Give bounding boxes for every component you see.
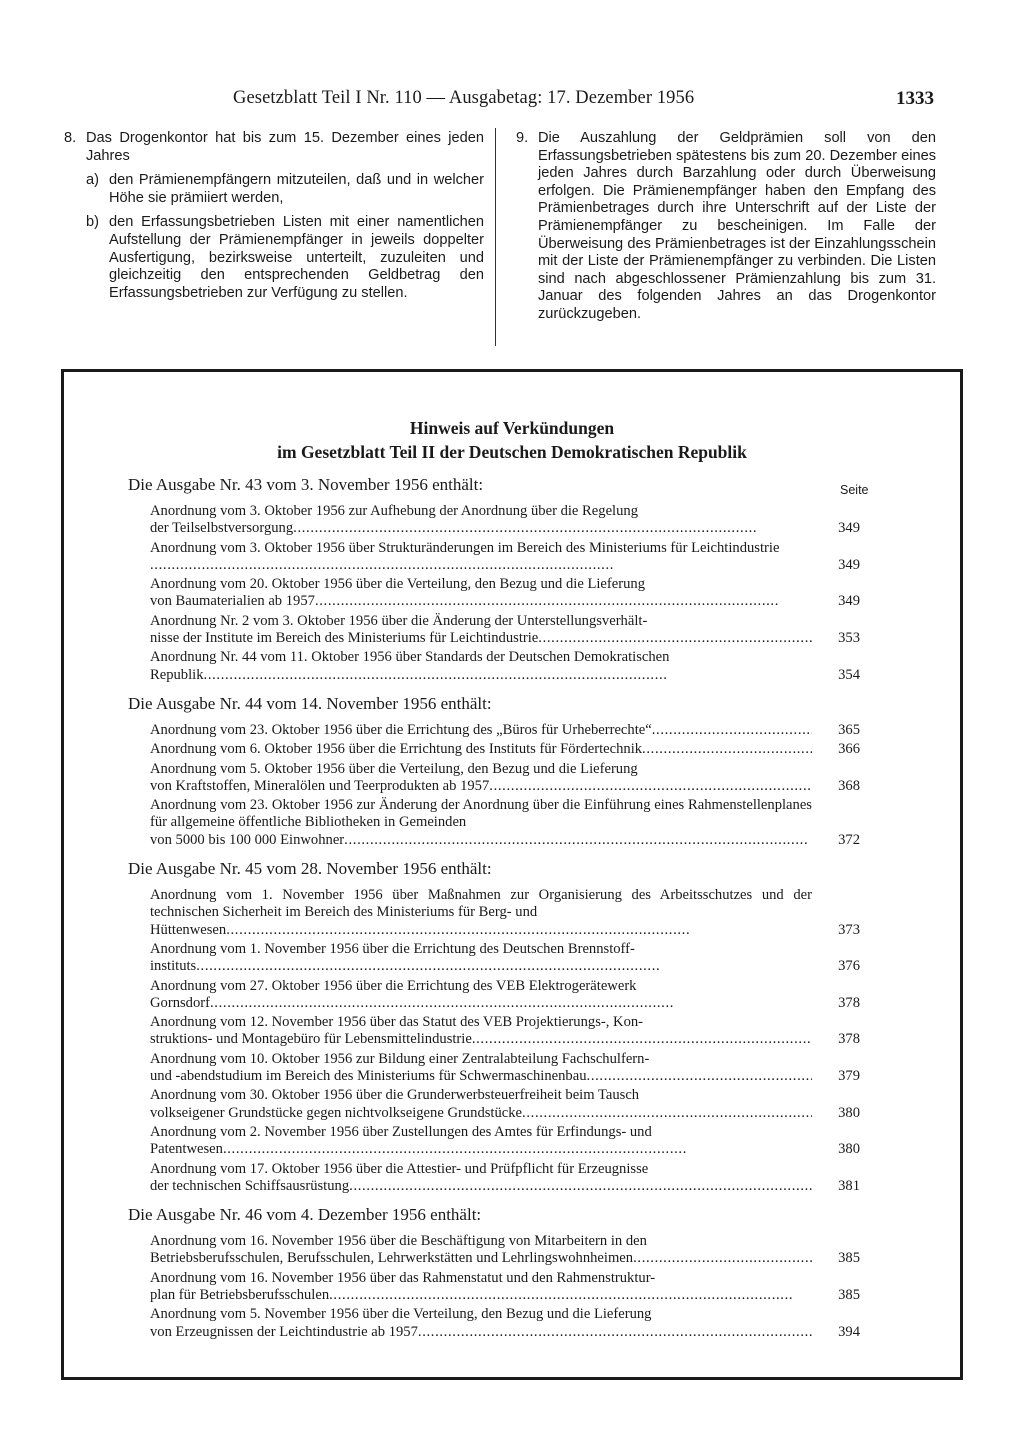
- issue-heading: Die Ausgabe Nr. 45 vom 28. November 1956 enthält:: [128, 859, 492, 879]
- toc-entry: [150, 503, 860, 538]
- item-text: Das Drogenkontor hat bis zum 15. Dezember eines jeden Jahres: [86, 130, 484, 164]
- dot-leader: [349, 1178, 812, 1195]
- box-subtitle: im Gesetzblatt Teil II der Deutschen Demokratischen Republik: [277, 442, 747, 462]
- toc-entry-leader-line: [150, 630, 812, 647]
- dot-leader: [633, 1250, 812, 1267]
- dot-leader: [642, 741, 812, 758]
- toc-entry-last-line: der Teilselbstversorgung: [150, 520, 294, 537]
- toc-entry-leader-line: [150, 667, 812, 684]
- dot-leader: [196, 958, 812, 975]
- toc-entry-text: Anordnung vom 27. Oktober 1956 über die Errichtung des VEB Elektrogerätewerk: [150, 977, 637, 994]
- toc-page-number: 353: [838, 630, 860, 647]
- dot-leader: [652, 722, 812, 739]
- toc-page-number: 376: [838, 958, 860, 975]
- toc-entry-leader-line: [150, 1105, 812, 1122]
- item-number: 8.: [64, 130, 77, 146]
- sub-item-a: [86, 172, 484, 207]
- dot-leader: [223, 1141, 812, 1158]
- toc-entry-last-line: Patentwesen: [150, 1141, 223, 1158]
- toc-entry-leader-line: [150, 958, 812, 975]
- toc-entry-last-line: von Kraftstoffen, Mineralölen und Teerprodukten ab 1957: [150, 777, 490, 794]
- toc-entry-leader-line: [150, 722, 812, 739]
- paragraph-9: [516, 130, 936, 324]
- toc-entry: [150, 741, 860, 758]
- toc-page-number: 365: [838, 721, 860, 738]
- toc-entry-leader-line: [150, 557, 812, 574]
- toc-entry: [150, 1269, 860, 1305]
- toc-entry-last-line: von 5000 bis 100 000 Einwohner: [150, 831, 345, 848]
- toc-entry-text: Anordnung Nr. 44 vom 11. Oktober 1956 über Standards der Deutschen Demokratischen: [150, 649, 670, 666]
- toc-entry: [150, 1233, 860, 1268]
- toc-entry-last-line: Anordnung vom 23. Oktober 1956 über die Errichtung des „Büros für Urheberrechte“: [150, 721, 652, 738]
- toc-entry: [150, 612, 860, 648]
- toc-entry-leader-line: [150, 1324, 812, 1341]
- toc-entry: [150, 940, 860, 976]
- toc-entry-last-line: Anordnung vom 6. Oktober 1956 über die Errichtung des Instituts für Fördertechnik: [150, 741, 643, 758]
- toc-page-number: 385: [838, 1250, 860, 1267]
- toc-page-number: 378: [838, 1031, 860, 1048]
- toc-entry: [150, 1306, 860, 1341]
- toc-entry-text: Anordnung vom 16. November 1956 über das Rahmenstatut und den Rahmenstruktur-: [150, 1269, 656, 1286]
- toc-page-number: 394: [838, 1323, 860, 1340]
- dot-leader: [315, 593, 812, 610]
- toc-entry-text: Anordnung vom 10. Oktober 1956 zur Bildung einer Zentralabteilung Fachschulfern-: [150, 1050, 650, 1067]
- item-text: Die Auszahlung der Geldprämien soll von den Erfassungsbetrieben spätestens bis zum 20. Dezember eines jeden Jahres durch Barzahlung oder durch Überweisung erfolgen. Die Prämienempfänger haben den Empfang des Prämienbetrages durch ihre Unterschrift auf der Liste der Prämienempfänger zu bescheinigen. Im Falle der Überweisung des Prämienbetrages ist der Einzahlungsschein mit der Liste der Prämienempfänger zu verbinden. Die Listen sind nach abgeschlossener Prämienzahlung bis zum 31. Januar des folgenden Jahres an das Drogenkontor zurückzugeben.: [538, 130, 936, 322]
- sub-item-label: b): [86, 214, 99, 231]
- toc-page-number: 372: [838, 831, 860, 848]
- dot-leader: [538, 630, 812, 647]
- toc-entry-leader-line: [150, 922, 812, 939]
- toc-entry-last-line: volkseigener Grundstücke gegen nichtvolkseigene Grundstücke: [150, 1104, 523, 1121]
- dot-leader: [226, 922, 812, 939]
- box-title: Hinweis auf Verkündungen: [409, 418, 615, 438]
- toc-page-number: 381: [838, 1177, 860, 1194]
- toc-page-number: 379: [838, 1068, 860, 1085]
- paragraph-8: [64, 130, 484, 165]
- toc-entry-leader-line: [150, 832, 812, 849]
- toc-page-number: 349: [838, 593, 860, 610]
- toc-entry-leader-line: [150, 593, 812, 610]
- toc-entry-text: Anordnung vom 3. Oktober 1956 über Strukturänderungen im Bereich des Ministeriums für Leichtindustrie: [150, 539, 780, 556]
- sub-item-text: den Prämienempfängern mitzuteilen, daß und in welcher Höhe sie prämiiert werden,: [109, 172, 484, 206]
- toc-entry-leader-line: [150, 1287, 812, 1304]
- toc-entry-last-line: und -abendstudium im Bereich des Ministeriums für Schwermaschinenbau: [150, 1068, 587, 1085]
- toc-page-number: 385: [838, 1286, 860, 1303]
- left-column: [64, 130, 484, 302]
- sub-item-text: den Erfassungsbetrieben Listen mit einer namentlichen Aufstellung der Prämienempfänger in jeweils doppelter Ausfertigung, bezirksweise unterteilt, zuzuleiten und gleichzeitig den entsprechenden Geldbetrag den Erfassungsbetrieben zur Verfügung zu stellen.: [109, 214, 484, 301]
- toc-entry-text: Anordnung vom 1. November 1956 über Maßnahmen zur Organisierung des Arbeitsschutzes und der technischen Sicherheit im Bereich des Ministeriums für Berg- und: [150, 887, 812, 921]
- dot-leader: [150, 557, 812, 574]
- toc-entry-last-line: Hüttenwesen: [150, 921, 227, 938]
- toc-entry-text: Anordnung vom 17. Oktober 1956 über die Attestier- und Prüfpflicht für Erzeugnisse: [150, 1160, 649, 1177]
- toc-entry-last-line: Republik: [150, 666, 204, 683]
- toc-entry-text: Anordnung vom 1. November 1956 über die Errichtung des Deutschen Brennstoff-: [150, 940, 635, 957]
- toc-page-number: 366: [838, 741, 860, 758]
- toc-entry-leader-line: [150, 995, 812, 1012]
- dot-leader: [522, 1105, 812, 1122]
- toc-page-number: 354: [838, 666, 860, 683]
- dot-leader: [489, 778, 812, 795]
- dot-leader: [329, 1287, 812, 1304]
- issue-heading: Die Ausgabe Nr. 46 vom 4. Dezember 1956 enthält:: [128, 1205, 482, 1225]
- toc-entry-leader-line: [150, 1031, 812, 1048]
- toc-entry-text: Anordnung Nr. 2 vom 3. Oktober 1956 über die Änderung der Unterstellungsverhält-: [150, 612, 648, 629]
- toc-entry-text: Anordnung vom 30. Oktober 1956 über die Grunderwerbsteuerfreiheit beim Tausch: [150, 1087, 640, 1104]
- toc-entry-leader-line: [150, 741, 812, 758]
- toc-page-number: 373: [838, 921, 860, 938]
- toc-entry: [150, 760, 860, 796]
- toc-entry: [150, 1160, 860, 1196]
- toc-entry-leader-line: [150, 1141, 812, 1158]
- toc-page-number: 378: [838, 994, 860, 1011]
- dot-leader: [472, 1031, 812, 1048]
- toc-page-number: 380: [838, 1104, 860, 1121]
- seite-label: Seite: [840, 483, 869, 497]
- toc-entry-last-line: struktions- und Montagebüro für Lebensmittelindustrie: [150, 1031, 472, 1048]
- toc-page-number: 368: [838, 777, 860, 794]
- toc-entry-text: Anordnung vom 12. November 1956 über das Statut des VEB Projektierungs-, Kon-: [150, 1014, 644, 1031]
- dot-leader: [344, 832, 812, 849]
- toc-entry: [150, 1087, 860, 1122]
- toc-entry: [150, 977, 860, 1013]
- toc-entry: [150, 539, 860, 575]
- issue-heading: Die Ausgabe Nr. 43 vom 3. November 1956 enthält:: [128, 475, 484, 494]
- announcement-box: [61, 369, 963, 1380]
- toc-entry: [150, 721, 860, 739]
- toc-entry-last-line: nisse der Institute im Bereich des Ministeriums für Leichtindustrie: [150, 630, 539, 647]
- toc-entry-last-line: der technischen Schiffsausrüstung: [150, 1177, 350, 1194]
- toc-entry: [150, 649, 860, 684]
- toc-entry: [150, 576, 860, 611]
- toc-entry-leader-line: [150, 778, 812, 795]
- toc-entry-last-line: Betriebsberufsschulen, Berufsschulen, Lehrwerkstätten und Lehrlingswohnheimen: [150, 1250, 634, 1267]
- toc-entry-last-line: plan für Betriebsberufsschulen: [150, 1286, 330, 1303]
- toc-entry-text: Anordnung vom 5. November 1956 über die Verteilung, den Bezug und die Lieferung: [150, 1306, 652, 1323]
- toc-entry-leader-line: [150, 520, 812, 537]
- toc-entry: [150, 1050, 860, 1086]
- toc-entry-leader-line: [150, 1068, 812, 1085]
- toc-entry-last-line: instituts: [150, 958, 197, 975]
- toc-entry-text: Anordnung vom 5. Oktober 1956 über die Verteilung, den Bezug und die Lieferung: [150, 760, 638, 777]
- dot-leader: [293, 520, 812, 537]
- toc-entry: [150, 1014, 860, 1049]
- toc-entry-leader-line: [150, 1250, 812, 1267]
- toc-entry-text: Anordnung vom 16. November 1956 über die Beschäftigung von Mitarbeitern in den: [150, 1233, 647, 1250]
- toc-entry-last-line: von Erzeugnissen der Leichtindustrie ab 1957: [150, 1323, 418, 1340]
- toc-entry-last-line: von Baumaterialien ab 1957: [150, 593, 315, 610]
- toc-entry-text: Anordnung vom 2. November 1956 über Zustellungen des Amtes für Erfindungs- und: [150, 1123, 652, 1140]
- sub-item-label: a): [86, 172, 99, 189]
- toc-entry-last-line: Gornsdorf: [150, 994, 210, 1011]
- issue-heading: Die Ausgabe Nr. 44 vom 14. November 1956 enthält:: [128, 693, 492, 713]
- page-number: 1333: [896, 88, 934, 109]
- toc-entry: [150, 797, 860, 849]
- toc-page-number: 349: [838, 520, 860, 537]
- toc-entry-text: Anordnung vom 20. Oktober 1956 über die Verteilung, den Bezug und die Lieferung: [150, 576, 645, 593]
- toc-entry: [150, 1123, 860, 1159]
- toc-entry: [150, 887, 860, 939]
- toc-page-number: 380: [838, 1141, 860, 1158]
- column-divider: [495, 128, 496, 346]
- header-title: Gesetzblatt Teil I Nr. 110 — Ausgabetag: 17. Dezember 1956: [233, 88, 695, 108]
- item-number: 9.: [516, 130, 529, 146]
- toc-entry-leader-line: [150, 1178, 812, 1195]
- dot-leader: [204, 667, 812, 684]
- dot-leader: [587, 1068, 812, 1085]
- sub-item-b: [86, 214, 484, 302]
- page-header: [0, 88, 1024, 112]
- toc-page-number: 349: [838, 556, 860, 573]
- toc-entry-text: Anordnung vom 3. Oktober 1956 zur Aufhebung der Anordnung über die Regelung: [150, 503, 638, 519]
- dot-leader: [210, 995, 812, 1012]
- dot-leader: [418, 1324, 812, 1341]
- right-column: [516, 130, 936, 324]
- toc-entry-text: Anordnung vom 23. Oktober 1956 zur Änderung der Anordnung über die Einführung eines Rahmenstellenplanes für allgemeine öffentliche Bibliotheken in Gemeinden: [150, 797, 812, 831]
